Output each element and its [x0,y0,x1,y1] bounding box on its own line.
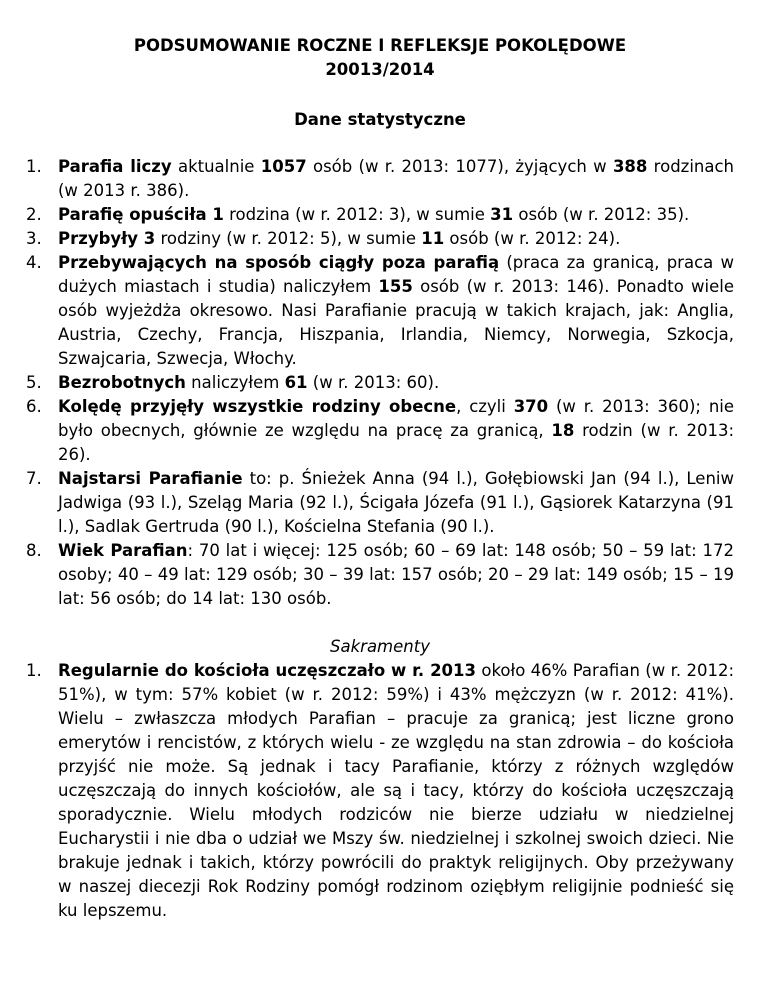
bold-text: 18 [551,421,575,440]
bold-text: 11 [421,229,445,248]
bold-text: Przebywających na sposób ciągły poza parafią [58,253,500,272]
body-text: osób (w r. 2013: 146). Ponadto wiele osób wyjeżdża okresowo. Nasi Parafianie pracują w takich krajach, jak: Anglia, Austria, Czechy, Francja, Hiszpania, Irlandia, Niemcy, Norwegia, Szkocja, Szwajcaria, Szwecja, Włochy. [58,277,734,368]
list-item-number: 8. [26,541,42,560]
bold-text: 388 [612,157,648,176]
title-line-2: 20013/2014 [325,60,435,79]
bold-text: 31 [490,205,514,224]
bold-text: Najstarsi Parafianie [58,469,243,488]
bold-text: 155 [378,277,413,296]
body-text: rodziny (w r. 2012: 5), w sumie [155,229,422,248]
document-title [26,34,734,82]
list-item [26,539,734,611]
body-text: osób (w r. 2012: 35). [513,205,690,224]
list-item-number: 2. [26,205,42,224]
list-item-number: 7. [26,469,42,488]
body-text: około 46% Parafian (w r. 2012: 51%), w tym: 57% kobiet (w r. 2012: 59%) i 43% mężczyzn (w r. 2012: 41%). Wielu – zwłaszcza młodych Parafian – pracuje za granicą; jest liczne grono emerytów i rencistów, z których wielu - ze względu na stan zdrowia – do kościoła przyjść nie może. Są jednak i tacy Parafianie, którzy z różnych względów uczęszczają do innych kościołów, ale są i tacy, którzy do kościoła uczęszczają sporadycznie. Wielu młodych rodziców nie bierze udziału w niedzielnej Eucharystii i nie dba o udział we Mszy św. niedzielnej i szkolnej swoich dzieci. Nie brakuje jednak i takich, którzy powrócili do praktyk religijnych. Oby przeżywany w naszej diecezji Rok Rodziny pomógł rodzinom oziębłym religijnie podnieść się ku lepszemu. [58,661,734,920]
body-text: aktualnie [171,157,261,176]
bold-text: Przybyły 3 [58,229,156,248]
list-item-number: 4. [26,253,42,272]
sacraments-list [26,659,734,923]
list-item-number: 6. [26,397,42,416]
list-item-number: 3. [26,229,42,248]
body-text: osób (w r. 2013: 1077), żyjących w [306,157,613,176]
body-text: rodzinach (w 2013 r. 386). [58,157,735,200]
statistics-list [26,155,734,611]
body-text: : 70 lat i więcej: 125 osób; 60 – 69 lat: 148 osób; 50 – 59 lat: 172 osoby; 40 – 49 lat: 129 osób; 30 – 39 lat: 157 osób; 20 – 29 lat: 149 osób; 15 – 19 lat: 56 osób; do 14 lat: 130 osób. [58,541,734,608]
body-text: naliczyłem [185,373,285,392]
bold-text: Parafia liczy [58,157,172,176]
bold-text: Regularnie do kościoła uczęszczało w r. 2013 [58,661,476,680]
bold-text: Wiek Parafian [58,541,188,560]
list-item [26,251,734,371]
body-text: osób (w r. 2012: 24). [444,229,621,248]
section-title-statistics: Dane statystyczne [294,110,466,129]
list-item [26,659,734,923]
list-item [26,395,734,467]
list-item-number: 5. [26,373,42,392]
list-item [26,371,734,395]
bold-text: 1057 [260,157,307,176]
bold-text: Parafię opuściła 1 [58,205,224,224]
list-item [26,203,734,227]
body-text: rodzina (w r. 2012: 3), w sumie [223,205,491,224]
bold-text: 370 [513,397,549,416]
list-item [26,467,734,539]
body-text: rodzin (w r. 2013: 26). [58,421,735,464]
bold-text: 61 [284,373,308,392]
section-title-sacraments: Sakramenty [330,637,430,656]
list-item [26,155,734,203]
list-item-number: 1. [26,661,42,680]
bold-text: Kolędę przyjęły wszystkie rodziny obecne [58,397,457,416]
bold-text: Bezrobotnych [58,373,186,392]
title-line-1: PODSUMOWANIE ROCZNE I REFLEKSJE POKOLĘDOWE [133,36,627,55]
body-text: (w r. 2013: 60). [307,373,440,392]
list-item-number: 1. [26,157,42,176]
body-text: (praca za granicą, praca w dużych miastach i studia) naliczyłem [58,253,734,296]
body-text: , czyli [456,397,514,416]
body-text: (w r. 2013: 360); nie było obecnych, głównie ze względu na pracę za granicą, [58,397,735,440]
body-text: to: p. Śnieżek Anna (94 l.), Gołębiowski Jan (94 l.), Leniw Jadwiga (93 l.), Szeląg Maria (92 l.), Ścigała Józefa (91 l.), Gąsiorek Katarzyna (91 l.), Sadlak Gertruda (90 l.), Kościelna Stefania (90 l.). [58,469,734,536]
list-item [26,227,734,251]
